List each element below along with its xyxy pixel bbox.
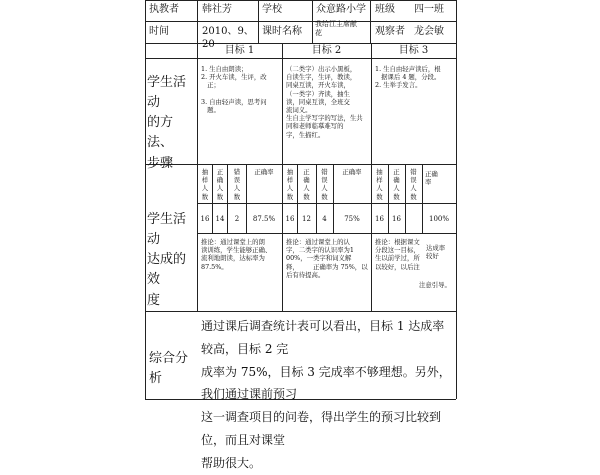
target-3-side-note: 达成率 较好 [426, 244, 446, 261]
target-2-rate: 75% [344, 215, 360, 223]
teacher-label: 执教者 [149, 4, 179, 15]
teacher-name: 韩社芳 [202, 4, 232, 15]
target-2-reasoning: 推论：通过课堂上的认 字，二类字的认识率为1 00%，一类字和词义解 释， 正确率为 75%，以 后有待提高。 [286, 238, 368, 279]
target-2-sample: 16 [285, 215, 295, 223]
row-divider-3 [145, 58, 456, 59]
target-1-methods: 1. 生自由朗读； 2. 开火车读，生评，改 正； 3. 自由轻声读，思考问 题。 [201, 65, 267, 114]
observer-name: 龙会敏 [414, 26, 444, 37]
target-2-methods: （二类字）出示小黑板， 自读生字，生评，教读， 同桌互读，开火车读， （一类字）齐读，抽生 读，同桌互读，全班交 流词义。 生自主学写字的写法，生共 同和老师临摹难写的 字，生描红。 [286, 65, 363, 139]
lesson-name: 我给江主席献 花 [315, 20, 357, 37]
target-1-reasoning: 推论：通过课堂上的朗 读训练，学生能够正确、 流利地朗读，达标率为 87.5%。 [201, 238, 272, 271]
time-label: 时间 [149, 26, 169, 37]
school-label: 学校 [262, 4, 282, 15]
row-divider-1 [145, 21, 456, 22]
target-1-heading: 目标 1 [224, 45, 255, 56]
row-divider-5 [197, 203, 456, 204]
column-divider-2 [258, 0, 259, 43]
top-border [145, 0, 456, 1]
target-3-correct: 16 [392, 215, 401, 223]
correct-count-header: 正 确 人 数 [303, 168, 310, 201]
right-border [456, 0, 457, 399]
target-2-heading: 目标 2 [311, 45, 342, 56]
target-1-correct: 14 [215, 215, 225, 223]
lesson-date: 2010、9、20 [202, 26, 254, 50]
effect-label: 学生活动 达成的效 度 [147, 212, 187, 308]
wrong-count-header: 错 误 人 数 [233, 168, 241, 201]
target-3-side-note-2: 注意引导。 [419, 281, 451, 289]
accuracy-header: 正确率 [254, 168, 274, 176]
analysis-label: 综合分析 [149, 351, 189, 387]
observer-label: 观察者 [375, 26, 405, 37]
target-3-rate: 100% [428, 215, 449, 223]
wrong-count-header: 错 误 人 数 [321, 168, 328, 201]
school-name: 众意路小学 [316, 4, 366, 15]
row-divider-7 [145, 311, 456, 312]
target-3-sample: 16 [375, 215, 384, 223]
target-2-correct: 12 [302, 215, 311, 223]
accuracy-header: 正确率 [342, 168, 362, 176]
class-label: 班级 [375, 4, 395, 15]
target-3-heading: 目标 3 [398, 45, 429, 56]
column-divider-4 [312, 0, 313, 43]
target-1-rate: 87.5% [252, 215, 276, 223]
target-3-methods: 1. 生自由轻声读后，根 据课后 4 题，分段。 2. 生举手发言。 [375, 65, 441, 90]
left-border [145, 0, 146, 399]
sample-count-header: 抽 样 人 数 [376, 168, 383, 201]
accuracy-header: 正确 率 [425, 170, 438, 187]
wrong-count-header: 错 误 人 数 [410, 168, 417, 201]
sample-count-header: 抽 样 人 数 [286, 168, 294, 201]
class-name: 四一班 [414, 4, 444, 15]
target-2-wrong: 4 [322, 215, 327, 223]
lesson-name-label: 课时名称 [262, 26, 302, 37]
target-3-reasoning: 推论：根据课文 分段这一目标， 生以前学过，所 以较好，以后注 [375, 238, 420, 271]
target-1-wrong: 2 [234, 215, 240, 223]
effect-grid-line [227, 164, 228, 233]
row-divider-6 [197, 233, 456, 234]
column-divider-5 [370, 0, 371, 43]
target-1-sample: 16 [200, 215, 210, 223]
methods-label: 学生活动 的方法、 步骤 [147, 75, 187, 171]
analysis-text: 通过课后调查统计表可以看出，目标 1 达成率较高，目标 2 完 成率为 75%，目标 3 完成率不够理想。另外，我们通过课前预习 这一调查项目的问卷，得出学生的预习比较到位，而且对课堂 帮助很大。 [201, 319, 451, 470]
sample-count-header: 抽 样 人 数 [201, 168, 209, 201]
correct-count-header: 正 确 人 数 [216, 168, 224, 201]
row-divider-2 [145, 43, 456, 44]
correct-count-header: 正 确 人 数 [393, 168, 400, 201]
